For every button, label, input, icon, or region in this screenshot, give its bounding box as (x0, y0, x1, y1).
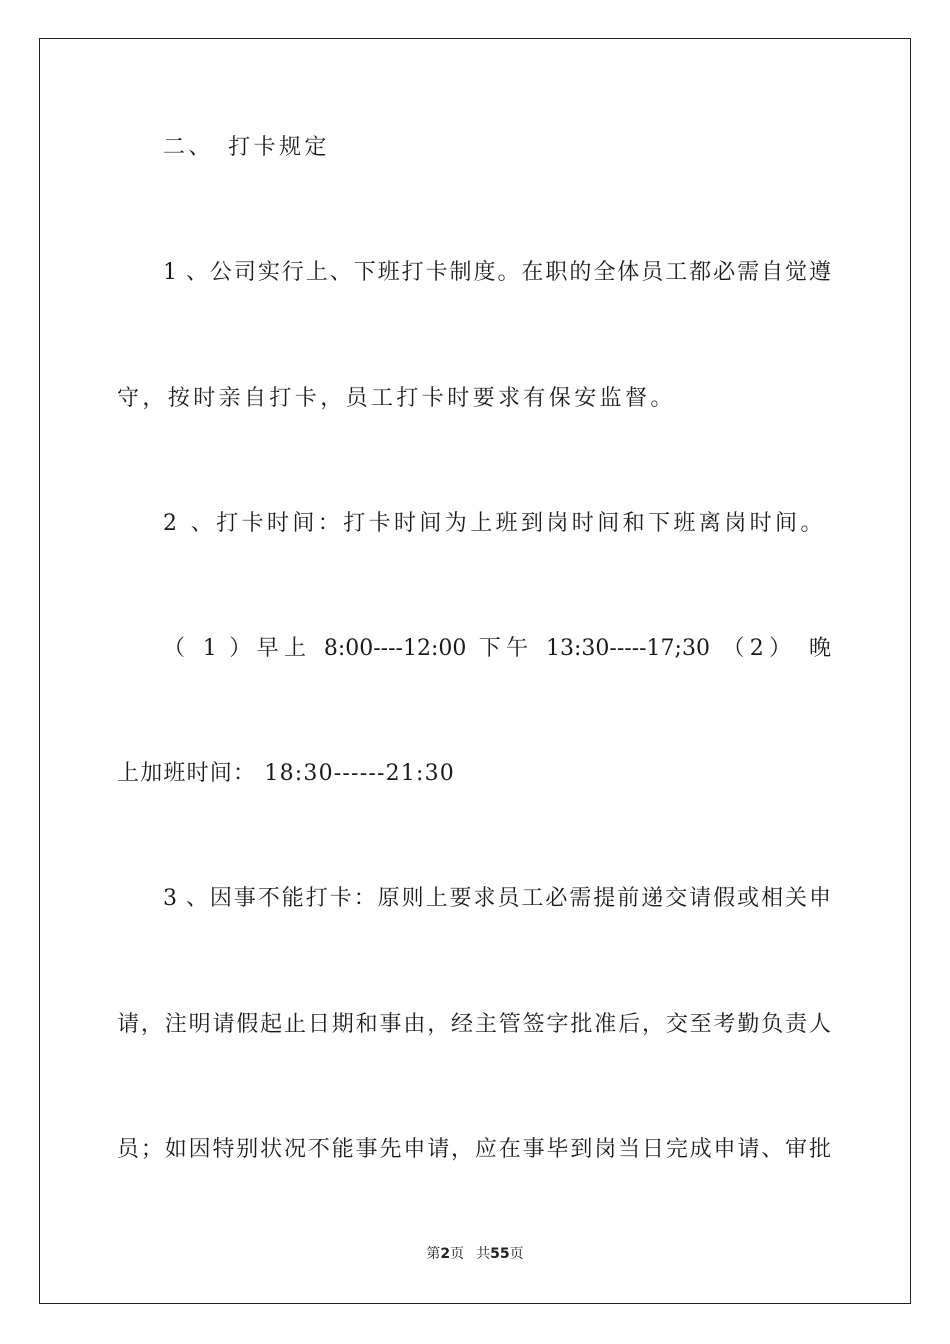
paragraph-line-7: 请，注明请假起止日期和事由，经主管签字批准后，交至考勤负责人 (117, 1012, 831, 1037)
footer-total-suffix: 页 (509, 1246, 524, 1262)
paragraph-line-4: （ 1 ）早上 8:00----12:00 下午 13:30-----17;30 （2） 晚 (163, 636, 831, 661)
section-heading: 二、 打卡规定 (163, 135, 330, 160)
page-border (39, 38, 911, 1304)
paragraph-line-5: 上加班时间： 18:30------21:30 (117, 761, 455, 786)
paragraph-line-6: 3 、因事不能打卡：原则上要求员工必需提前递交请假或相关申 (163, 886, 831, 911)
footer-current-page: 2 (440, 1246, 451, 1262)
footer-page-prefix: 第 (426, 1246, 441, 1262)
paragraph-line-3: 2 、打卡时间：打卡时间为上班到岗时间和下班离岗时间。 (163, 511, 826, 536)
paragraph-line-1: 1 、公司实行上、下班打卡制度。在职的全体员工都必需自觉遵 (163, 260, 831, 285)
page-footer (0, 1244, 950, 1264)
footer-total-prefix: 共 (476, 1246, 491, 1262)
footer-total-pages: 55 (490, 1246, 510, 1262)
footer-page-suffix: 页 (450, 1246, 465, 1262)
paragraph-line-8: 员；如因特别状况不能事先申请，应在事毕到岗当日完成申请、审批 (117, 1137, 831, 1162)
paragraph-line-2: 守，按时亲自打卡，员工打卡时要求有保安监督。 (117, 386, 676, 411)
